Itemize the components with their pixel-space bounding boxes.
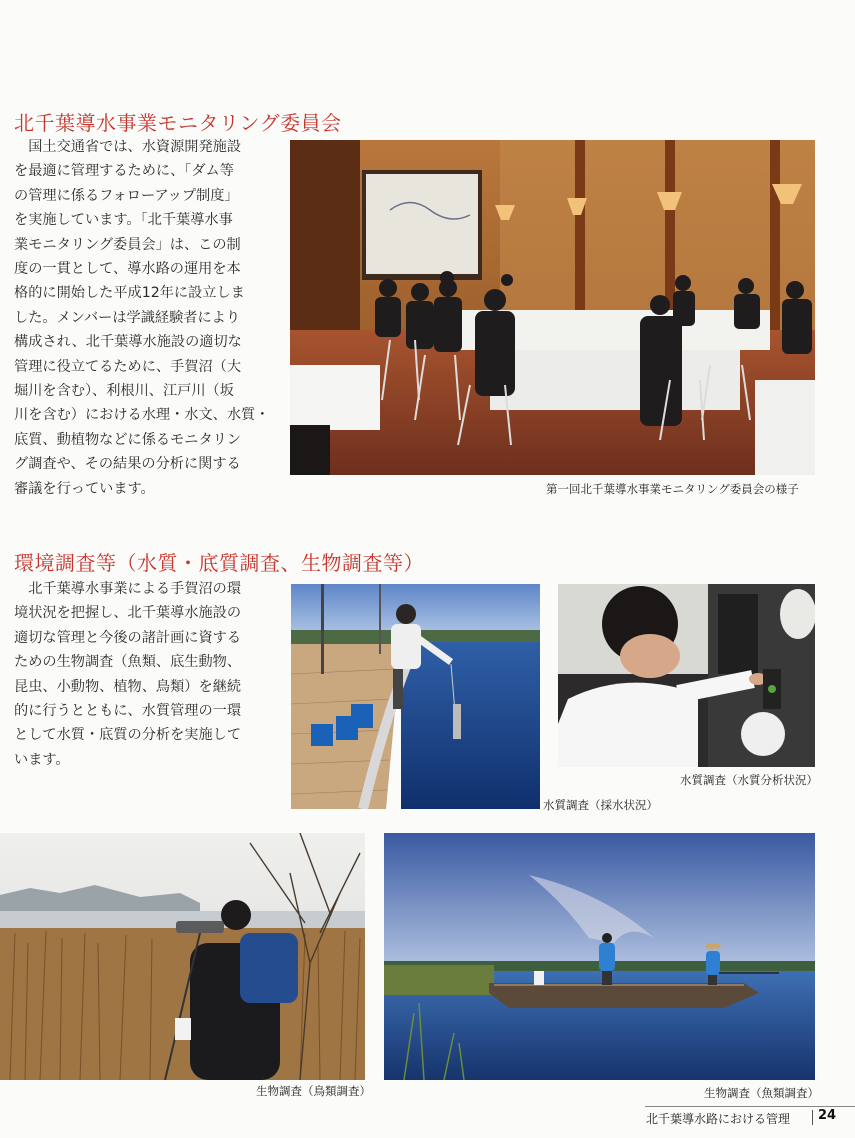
text-line: した。メンバーは学識経験者により bbox=[14, 309, 241, 326]
bird-survey-photo bbox=[0, 833, 365, 1080]
footer-separator bbox=[812, 1110, 813, 1125]
footer-rule bbox=[645, 1106, 855, 1107]
text-line: 度の一貫として、導水路の運用を本 bbox=[14, 261, 241, 278]
text-line: 審議を行っています。 bbox=[14, 480, 155, 497]
section-heading-monitoring-committee: 北千葉導水事業モニタリング委員会 bbox=[14, 111, 342, 135]
text-line: 国土交通省では、水資源開発施設 bbox=[14, 139, 242, 155]
footer-section-title: 北千葉導水路における管理 bbox=[646, 1112, 791, 1126]
text-line: を実施しています。「北千葉導水事 bbox=[14, 212, 233, 229]
section-heading-environmental-survey: 環境調査等（水質・底質調査、生物調査等） bbox=[14, 551, 424, 575]
text-line: 北千葉導水事業による手賀沼の環 bbox=[14, 581, 242, 597]
text-line: 境状況を把握し、北千葉導水施設の bbox=[14, 605, 242, 622]
text-line: 適切な管理と今後の諸計画に資する bbox=[14, 629, 242, 646]
text-line: ための生物調査（魚類、底生動物、 bbox=[14, 654, 242, 671]
text-line: として水質・底質の分析を実施して bbox=[14, 727, 242, 744]
water-sampling-caption: 水質調査（採水状況） bbox=[543, 798, 658, 812]
bird-survey-caption: 生物調査（鳥類調査） bbox=[256, 1084, 371, 1098]
water-analysis-photo bbox=[558, 584, 815, 767]
water-analysis-caption: 水質調査（水質分析状況） bbox=[680, 773, 818, 787]
text-line: 昆虫、小動物、植物、鳥類）を継続 bbox=[14, 678, 242, 695]
text-line: の管理に係るフォローアップ制度」 bbox=[14, 187, 239, 204]
page-number: 24 bbox=[818, 1108, 837, 1123]
text-line: 格的に開始した平成12年に設立しま bbox=[14, 285, 245, 302]
text-line: 業モニタリング委員会」は、この制 bbox=[14, 236, 241, 253]
text-line: 的に行うとともに、水質管理の一環 bbox=[14, 703, 242, 720]
text-line: グ調査や、その結果の分析に関する bbox=[14, 456, 241, 473]
text-line: 底質、動植物などに係るモニタリン bbox=[14, 431, 242, 448]
fish-survey-photo bbox=[384, 833, 815, 1080]
text-line: 管理に役立てるために、手賀沼（大 bbox=[14, 358, 242, 375]
text-line: 川を含む）における水理・水文、水質・ bbox=[14, 407, 270, 424]
fish-survey-caption: 生物調査（魚類調査） bbox=[704, 1086, 819, 1100]
text-line: を最適に管理するために、「ダム等 bbox=[14, 163, 234, 180]
text-line: います。 bbox=[14, 751, 70, 768]
monitoring-committee-description bbox=[14, 135, 269, 501]
text-line: 構成され、北千葉導水施設の適切な bbox=[14, 334, 242, 351]
committee-meeting-caption: 第一回北千葉導水事業モニタリング委員会の様子 bbox=[546, 482, 799, 496]
environmental-survey-description bbox=[14, 577, 241, 772]
water-sampling-photo bbox=[291, 584, 540, 809]
text-line: 堀川を含む）、利根川、江戸川（坂 bbox=[14, 383, 234, 400]
committee-meeting-photo bbox=[290, 140, 815, 475]
